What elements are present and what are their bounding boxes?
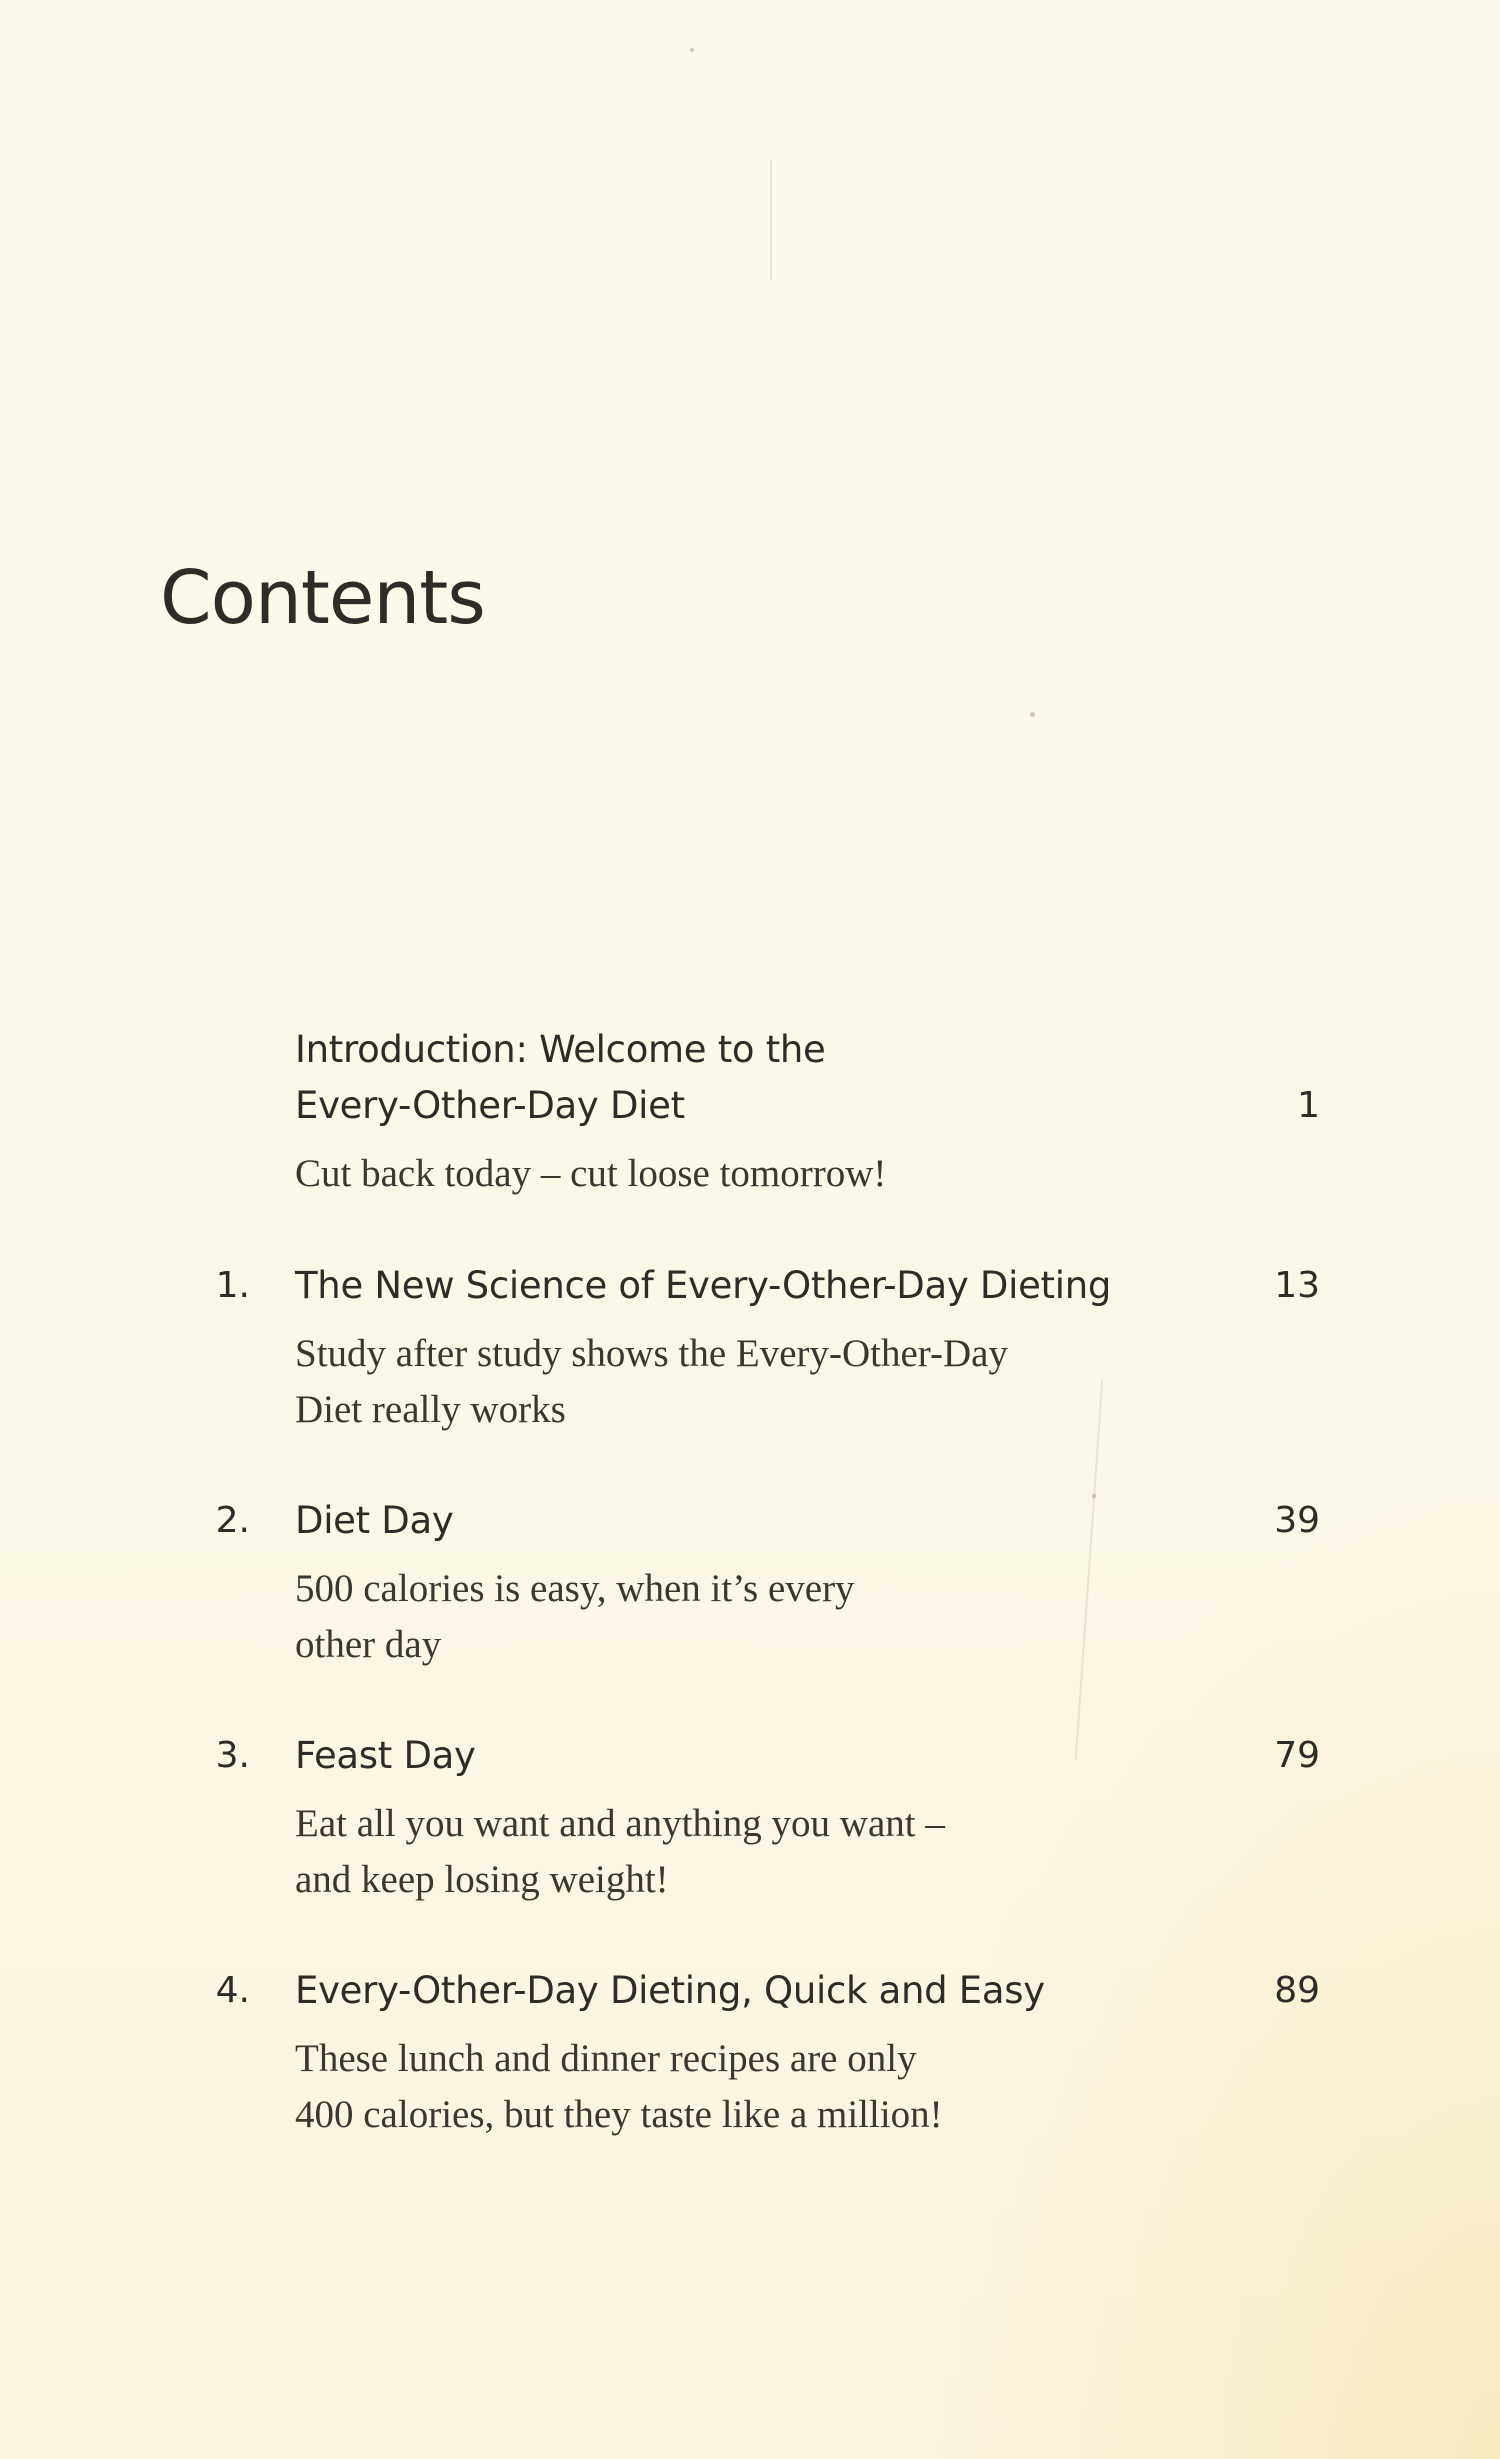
toc-chapter-number: 2.	[215, 1500, 250, 1541]
toc-entry-heading	[295, 1728, 1195, 1784]
toc-entry-heading	[295, 1493, 1195, 1549]
toc-description-line: These lunch and dinner recipes are only	[295, 2037, 917, 2080]
page-title: Contents	[160, 555, 485, 641]
toc-entry-description	[295, 1146, 1115, 1202]
toc-heading-line: Every-Other-Day Dieting, Quick and Easy	[295, 1969, 1045, 2012]
toc-heading-line: The New Science of Every-Other-Day Dieting	[295, 1264, 1112, 1307]
toc-entry-heading	[295, 1022, 1195, 1134]
toc-page-number: 89	[1274, 1970, 1320, 2011]
toc-entry-description	[295, 1326, 1115, 1438]
toc-description-line: Eat all you want and anything you want –	[295, 1802, 945, 1845]
toc-description-line: 500 calories is easy, when it’s every	[295, 1567, 855, 1610]
toc-description-line: Diet really works	[295, 1388, 566, 1431]
toc-page-number: 39	[1274, 1500, 1320, 1541]
toc-page-number: 79	[1274, 1735, 1320, 1776]
toc-chapter-number: 4.	[215, 1970, 250, 2011]
toc-entry-heading	[295, 1963, 1195, 2019]
toc-entry-description	[295, 1796, 1115, 1908]
toc-heading-line: Feast Day	[295, 1734, 476, 1777]
toc-description-line: and keep losing weight!	[295, 1858, 669, 1901]
paper-crease	[770, 160, 772, 280]
toc-chapter-number: 1.	[215, 1265, 250, 1306]
toc-page-number: 13	[1274, 1265, 1320, 1306]
toc-entry-description	[295, 1561, 1115, 1673]
toc-description-line: Study after study shows the Every-Other-Day	[295, 1332, 1008, 1375]
toc-entry-description	[295, 2031, 1115, 2143]
toc-heading-line: Every-Other-Day Diet	[295, 1084, 685, 1127]
toc-heading-line: Introduction: Welcome to the	[295, 1028, 826, 1071]
paper-speck	[1030, 712, 1035, 717]
toc-description-line: other day	[295, 1623, 442, 1666]
toc-heading-line: Diet Day	[295, 1499, 454, 1542]
toc-page-number: 1	[1297, 1085, 1320, 1126]
toc-description-line: Cut back today – cut loose tomorrow!	[295, 1152, 887, 1195]
toc-chapter-number: 3.	[215, 1735, 250, 1776]
paper-speck	[690, 48, 694, 52]
toc-description-line: 400 calories, but they taste like a million!	[295, 2093, 943, 2136]
toc-entry-heading	[295, 1258, 1195, 1314]
